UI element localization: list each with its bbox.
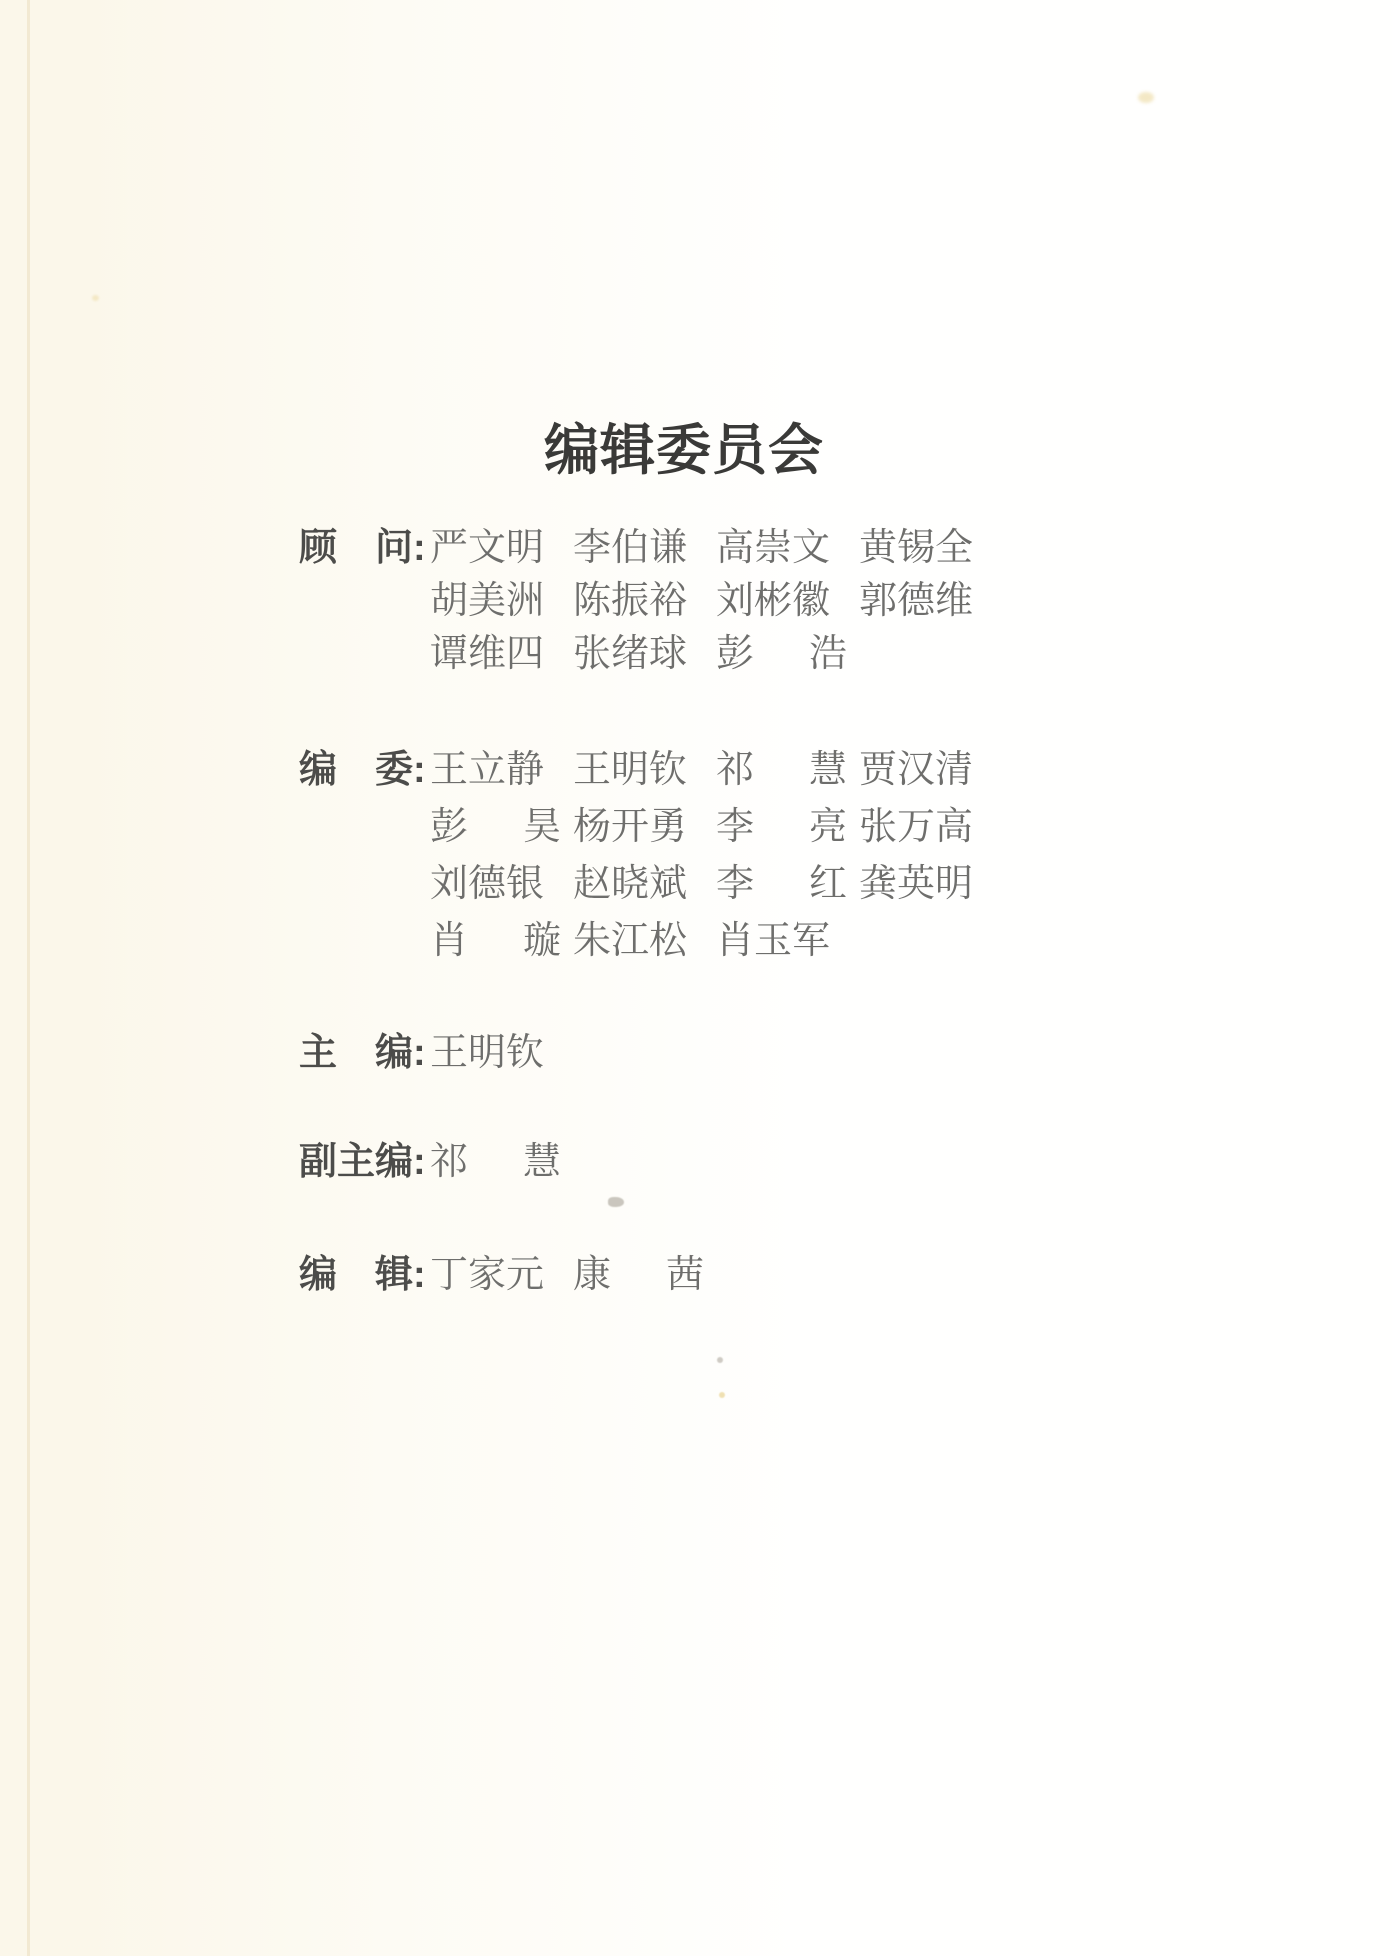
member-name: 李 红 xyxy=(716,863,847,905)
scan-speck xyxy=(92,295,99,301)
page-title: 编辑委员会 xyxy=(544,419,825,481)
scan-speck xyxy=(1138,92,1154,103)
member-name: 祁 慧 xyxy=(430,1141,561,1183)
member-name: 谭维四 xyxy=(430,633,545,675)
member-name: 刘彬徽 xyxy=(716,580,831,622)
name-list xyxy=(430,628,859,680)
member-name: 肖玉军 xyxy=(716,920,831,962)
page-crease-line xyxy=(27,0,30,1956)
member-name: 彭 昊 xyxy=(430,806,561,848)
name-list xyxy=(430,1027,573,1079)
section-label-editorial-committee: 编 委: xyxy=(299,749,426,791)
member-name: 祁 慧 xyxy=(716,749,847,791)
member-name: 严文明 xyxy=(430,527,545,569)
member-name: 肖 璇 xyxy=(430,920,561,962)
member-name: 王立静 xyxy=(430,749,545,791)
member-name: 康 茜 xyxy=(573,1254,704,1296)
member-name: 郭德维 xyxy=(859,580,974,622)
section-label-editors: 编 辑: xyxy=(299,1254,426,1296)
member-name: 黄锡全 xyxy=(859,527,974,569)
member-name: 杨开勇 xyxy=(573,806,688,848)
member-name: 胡美洲 xyxy=(430,580,545,622)
name-list xyxy=(430,915,859,967)
member-name: 朱江松 xyxy=(573,920,688,962)
name-list xyxy=(430,522,1002,574)
name-list xyxy=(430,858,1002,910)
name-list xyxy=(430,1249,716,1301)
member-name: 张万高 xyxy=(859,806,974,848)
section-label-deputy-chief-editor: 副主编: xyxy=(299,1141,426,1183)
member-name: 陈振裕 xyxy=(573,580,688,622)
name-list xyxy=(430,1136,573,1188)
member-name: 王明钦 xyxy=(573,749,688,791)
member-name: 彭 浩 xyxy=(716,633,847,675)
member-name: 张绪球 xyxy=(573,633,688,675)
scan-speck xyxy=(608,1197,624,1207)
name-list xyxy=(430,744,1002,796)
scan-speck xyxy=(719,1392,725,1398)
member-name: 贾汉清 xyxy=(859,749,974,791)
member-name: 龚英明 xyxy=(859,863,974,905)
member-name: 李 亮 xyxy=(716,806,847,848)
name-list xyxy=(430,575,1002,627)
member-name: 丁家元 xyxy=(430,1254,545,1296)
member-name: 李伯谦 xyxy=(573,527,688,569)
section-label-advisors: 顾 问: xyxy=(299,527,426,569)
member-name: 赵晓斌 xyxy=(573,863,688,905)
member-name: 王明钦 xyxy=(430,1032,545,1074)
member-name: 刘德银 xyxy=(430,863,545,905)
scan-speck xyxy=(717,1357,723,1363)
section-label-chief-editor: 主 编: xyxy=(299,1032,426,1074)
name-list xyxy=(430,801,1002,853)
member-name: 高崇文 xyxy=(716,527,831,569)
